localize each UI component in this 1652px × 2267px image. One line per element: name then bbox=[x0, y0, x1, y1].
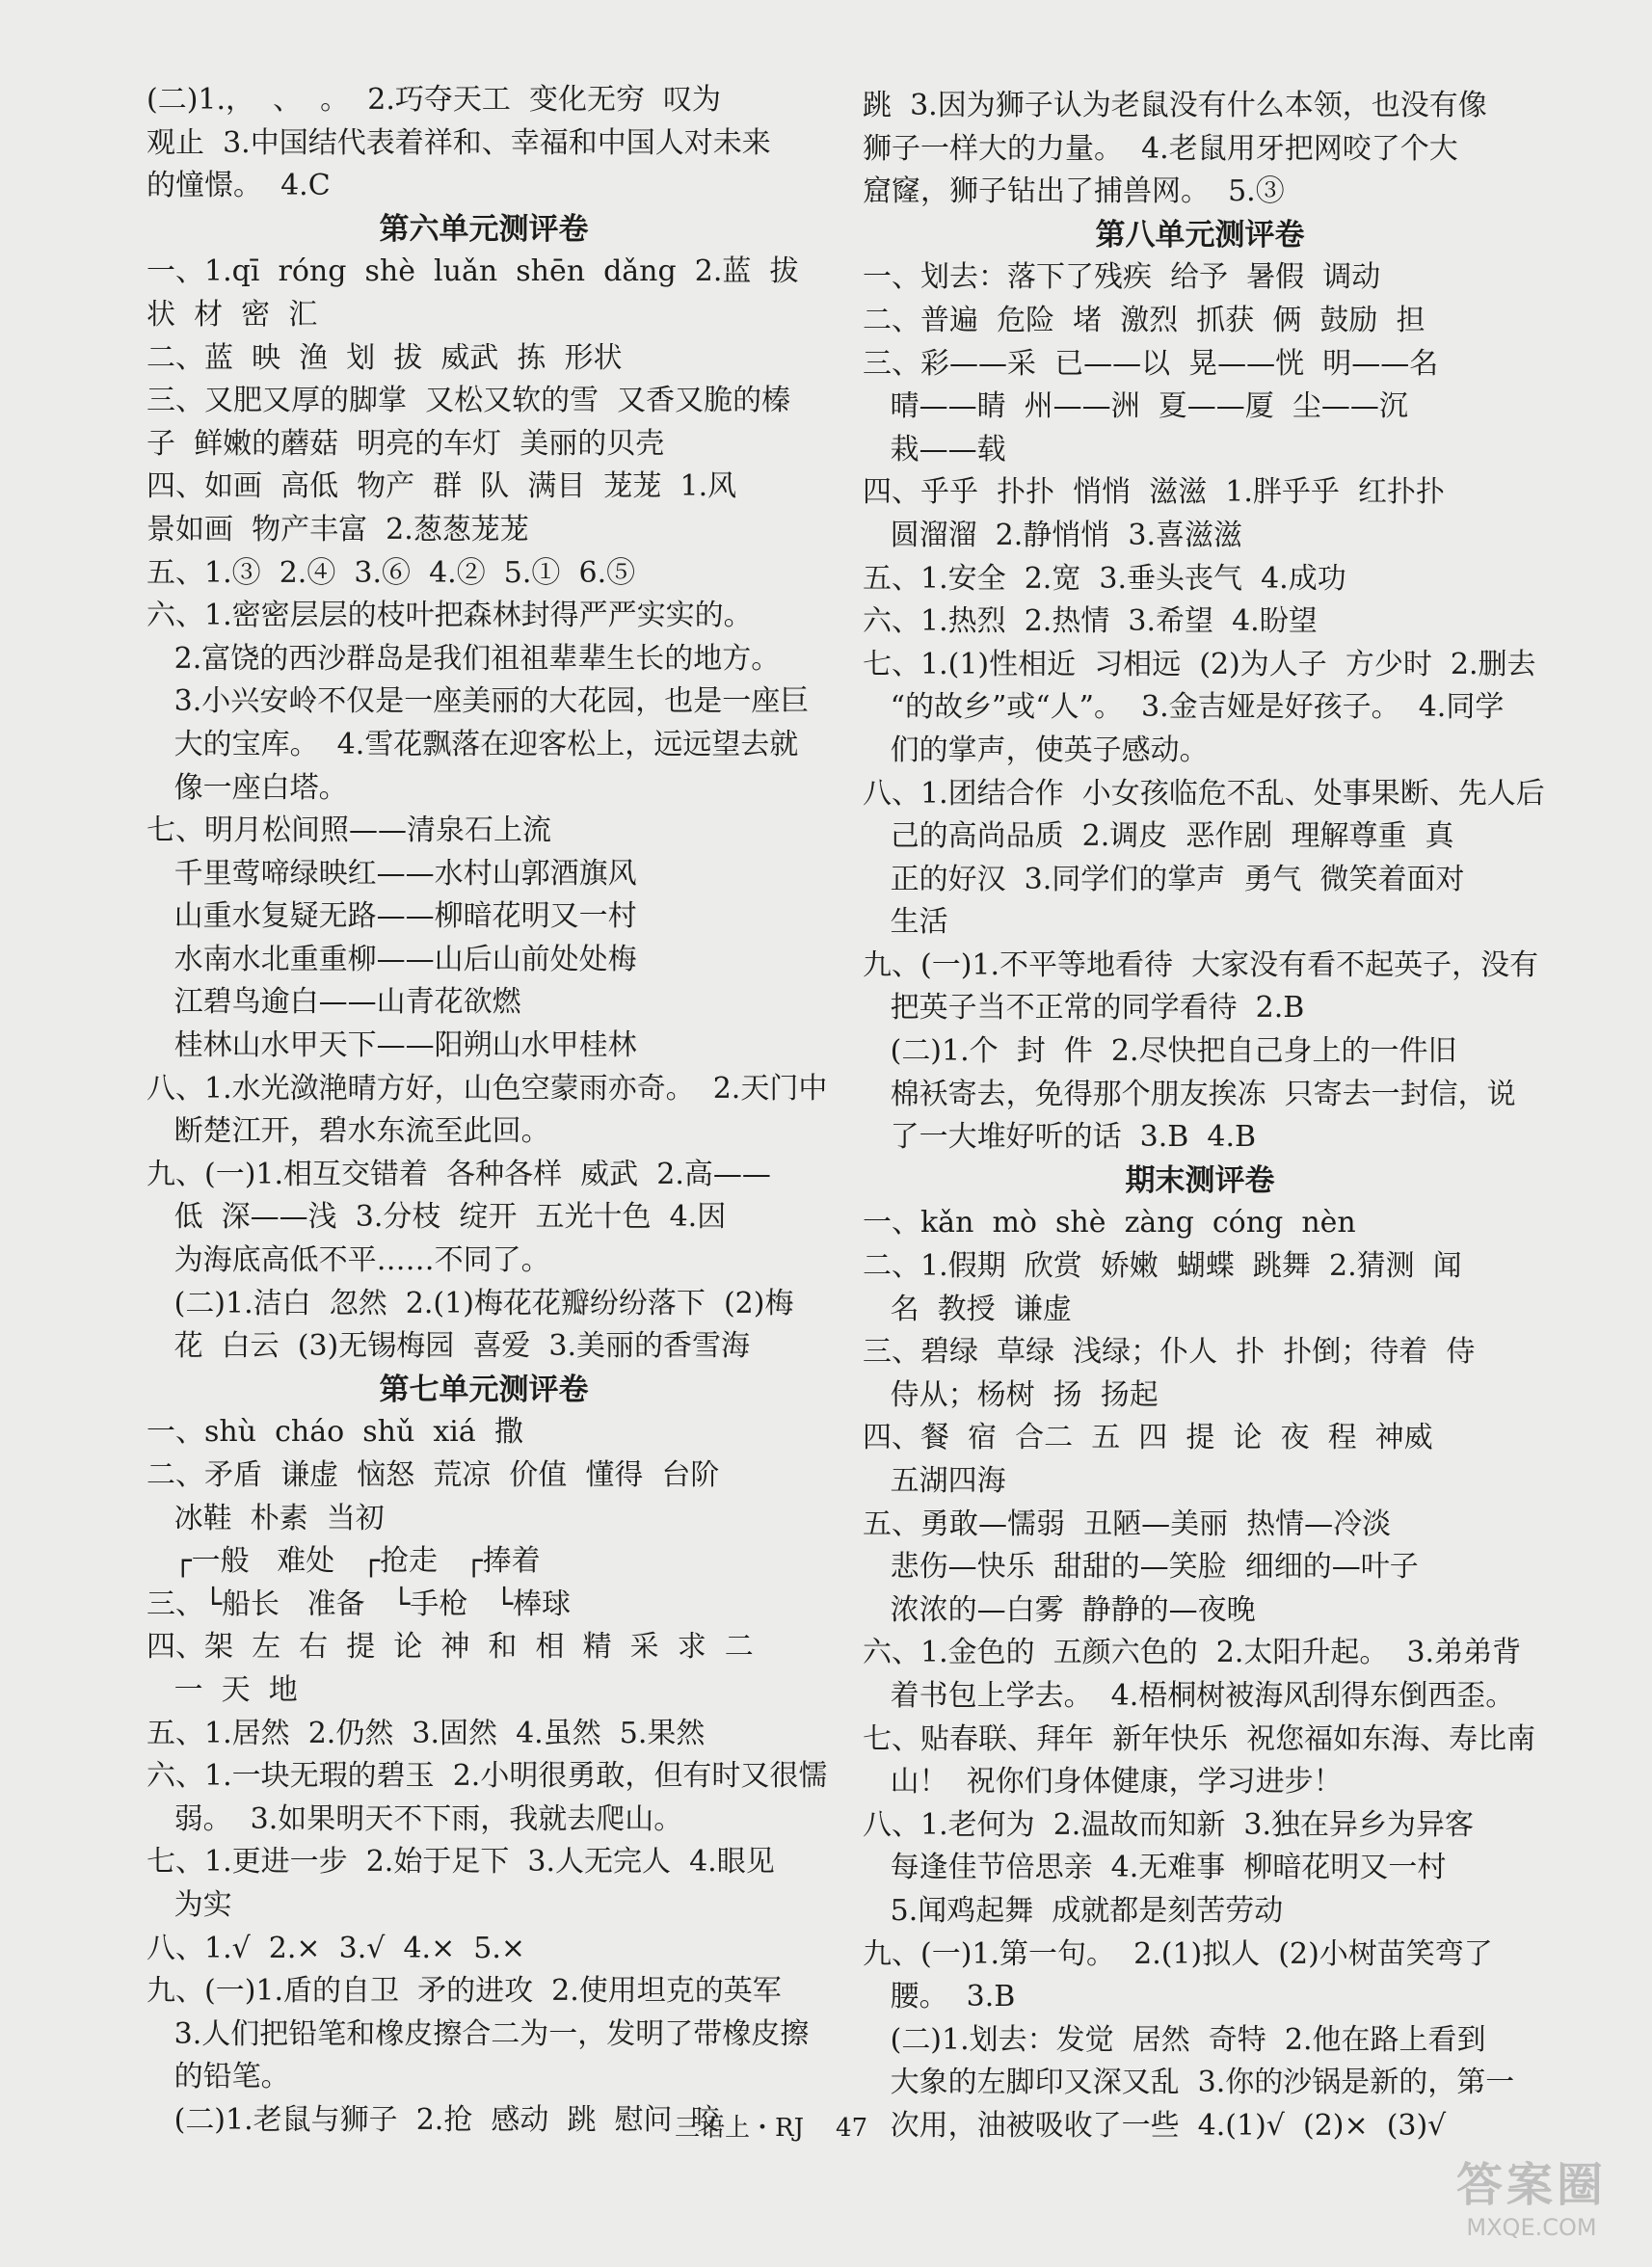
answer-line: 水南水北重重柳——山后山前处处梅 bbox=[147, 942, 637, 976]
answer-line: 把英子当不正常的同学看待 2.B bbox=[863, 991, 1305, 1026]
answer-line: 着书包上学去。 4.梧桐树被海风刮得东倒西歪。 bbox=[863, 1678, 1515, 1713]
answer-line: 花 白云 (3)无锡梅园 喜爱 3.美丽的香雪海 bbox=[147, 1329, 751, 1364]
answer-line: 九、(一)1.相互交错着 各种各样 威武 2.高—— bbox=[147, 1157, 771, 1191]
answer-line: 五湖四海 bbox=[863, 1464, 1006, 1498]
answer-line: 二、矛盾 谦虚 恼怒 荒凉 价值 懂得 台阶 bbox=[147, 1458, 720, 1492]
answer-line: 五、勇敢—懦弱 丑陋—美丽 热情—冷淡 bbox=[863, 1507, 1392, 1541]
answer-line: 二、蓝 映 渔 划 拔 威武 拣 形状 bbox=[147, 340, 623, 375]
watermark-text: 答案圈 bbox=[1455, 2158, 1607, 2212]
answer-line: 九、(一)1.第一句。 2.(1)拟人 (2)小树苗笑弯了 bbox=[863, 1936, 1493, 1971]
answer-line: 一、shù cháo shǔ xiá 撒 bbox=[147, 1415, 523, 1450]
answer-line: 一 天 地 bbox=[147, 1672, 298, 1707]
answer-line: 三、碧绿 草绿 浅绿；仆人 扑 扑倒；待着 侍 bbox=[863, 1335, 1476, 1370]
answer-line: 晴——睛 州——洲 夏——厦 尘——沉 bbox=[863, 389, 1408, 424]
answer-line: 像一座白塔。 bbox=[147, 770, 348, 805]
answer-line: (二)1.个 封 件 2.尽快把自己身上的一件旧 bbox=[863, 1034, 1457, 1069]
answer-line: (二)1.， 、 。 2.巧夺天工 变化无穷 叹为 bbox=[147, 83, 722, 117]
right-column bbox=[863, 85, 1545, 2148]
answer-line: 八、1.老何为 2.温故而知新 3.独在异乡为异客 bbox=[863, 1807, 1475, 1842]
answer-line: 一、划去：落下了残疾 给予 暑假 调动 bbox=[863, 260, 1381, 295]
answer-line: 棉袄寄去，免得那个朋友挨冻 只寄去一封信，说 bbox=[863, 1077, 1516, 1111]
answer-line: 低 深——浅 3.分枝 绽开 五光十色 4.因 bbox=[147, 1200, 727, 1235]
answer-line: 狮子一样大的力量。 4.老鼠用牙把网咬了个大 bbox=[863, 131, 1458, 166]
answer-line: 三、又肥又厚的脚掌 又松又软的雪 又香又脆的榛 bbox=[147, 384, 791, 418]
answer-line: 名 教授 谦虚 bbox=[863, 1292, 1072, 1326]
answer-line: 为海底高低不平……不同了。 bbox=[147, 1243, 550, 1278]
answer-line: 二、1.假期 欣赏 娇嫩 蝴蝶 跳舞 2.猜测 闻 bbox=[863, 1249, 1462, 1284]
answer-line: 三、彩——采 已——以 晃——恍 明——名 bbox=[863, 346, 1439, 381]
section-title: 第六单元测评卷 bbox=[379, 211, 589, 247]
answer-line: (二)1.划去：发觉 居然 奇特 2.他在路上看到 bbox=[863, 2022, 1486, 2057]
answer-line: (二)1.老鼠与狮子 2.抢 感动 跳 慰问 咬 bbox=[147, 2102, 720, 2137]
answer-line: 2.富饶的西沙群岛是我们祖祖辈辈生长的地方。 bbox=[147, 641, 781, 676]
answer-line: 弱。 3.如果明天不下雨，我就去爬山。 bbox=[147, 1801, 683, 1836]
answer-line: 正的好汉 3.同学们的掌声 勇气 微笑着面对 bbox=[863, 862, 1465, 896]
answer-line: 的憧憬。 4.C bbox=[147, 169, 331, 203]
answer-line: 侍从；杨树 扬 扬起 bbox=[863, 1377, 1159, 1412]
answer-line: 的铅笔。 bbox=[147, 2060, 290, 2094]
answer-line: 六、1.密密层层的枝叶把森林封得严严实实的。 bbox=[147, 599, 753, 633]
answer-line: 景如画 物产丰富 2.葱葱茏茏 bbox=[147, 512, 529, 547]
answer-line: 七、1.更进一步 2.始于足下 3.人无完人 4.眼见 bbox=[147, 1845, 775, 1880]
answer-line: 四、乎乎 扑扑 悄悄 滋滋 1.胖乎乎 红扑扑 bbox=[863, 475, 1445, 510]
answer-line: 六、1.热烈 2.热情 3.希望 4.盼望 bbox=[863, 604, 1318, 639]
answer-line: 子 鲜嫩的蘑菇 明亮的车灯 美丽的贝壳 bbox=[147, 426, 665, 461]
answer-line: 悲伤—快乐 甜甜的—笑脸 细细的—叶子 bbox=[863, 1550, 1419, 1585]
left-column bbox=[147, 79, 828, 2143]
answer-line: 七、明月松间照——清泉石上流 bbox=[147, 813, 551, 848]
answer-line: 一、kǎn mò shè zàng cóng nèn bbox=[863, 1206, 1356, 1240]
answer-line: 九、(一)1.不平等地看待 大家没有看不起英子，没有 bbox=[863, 947, 1539, 982]
answer-line: ┌一般 难处 ┌抢走 ┌捧着 bbox=[147, 1544, 541, 1579]
answer-line: 腰。 3.B bbox=[863, 1980, 1016, 2014]
answer-line: 八、1.√ 2.× 3.√ 4.× 5.× bbox=[147, 1931, 526, 1965]
answer-line: 山重水复疑无路——柳暗花明又一村 bbox=[147, 899, 637, 934]
answer-line: 浓浓的—白雾 静静的—夜晚 bbox=[863, 1592, 1256, 1627]
answer-line: 己的高尚品质 2.调皮 恶作剧 理解尊重 真 bbox=[863, 819, 1454, 854]
answer-line: 五、1.③ 2.④ 3.⑥ 4.② 5.① 6.⑤ bbox=[147, 555, 636, 590]
answer-line: 五、1.安全 2.宽 3.垂头丧气 4.成功 bbox=[863, 561, 1346, 596]
answer-line: 观止 3.中国结代表着祥和、幸福和中国人对未来 bbox=[147, 125, 771, 160]
answer-line: 圆溜溜 2.静悄悄 3.喜滋滋 bbox=[863, 518, 1242, 552]
answer-line: 了一大堆好听的话 3.B 4.B bbox=[863, 1120, 1257, 1155]
answer-line: 大象的左脚印又深又乱 3.你的沙锅是新的，第一 bbox=[863, 2066, 1515, 2100]
watermark-url: MXQE.COM bbox=[1466, 2214, 1597, 2241]
answer-line: 八、1.团结合作 小女孩临危不乱、处事果断、先人后 bbox=[863, 776, 1545, 811]
answer-line: 四、如画 高低 物产 群 队 满目 茏茏 1.风 bbox=[147, 469, 737, 504]
answer-line: 四、餐 宿 合二 五 四 提 论 夜 程 神威 bbox=[863, 1421, 1433, 1455]
answer-line: 山！ 祝你们身体健康，学习进步！ bbox=[863, 1765, 1343, 1800]
answer-line: 状 材 密 汇 bbox=[147, 297, 318, 332]
answer-line: “的故乡”或“人”。 3.金吉娅是好孩子。 4.同学 bbox=[863, 690, 1505, 725]
answer-line: 断楚江开，碧水东流至此回。 bbox=[147, 1114, 550, 1149]
answer-line: 冰鞋 朴素 当初 bbox=[147, 1501, 385, 1535]
section-title: 期末测评卷 bbox=[1125, 1162, 1275, 1198]
answer-line: 3.人们把铅笔和橡皮擦合二为一，发明了带橡皮擦 bbox=[147, 2016, 810, 2051]
answer-line: 每逢佳节倍思亲 4.无难事 柳暗花明又一村 bbox=[863, 1851, 1447, 1885]
answer-line: 一、1.qī róng shè luǎn shēn dǎng 2.蓝 拔 bbox=[147, 254, 799, 289]
answer-line: 九、(一)1.盾的自卫 矛的进攻 2.使用坦克的英军 bbox=[147, 1974, 782, 2009]
answer-line: 3.小兴安岭不仅是一座美丽的大花园，也是一座巨 bbox=[147, 684, 810, 719]
answer-line: 七、1.(1)性相近 习相远 (2)为人子 方少时 2.删去 bbox=[863, 647, 1536, 681]
answer-line: 三、└船长 准备 └手枪 └棒球 bbox=[147, 1587, 572, 1621]
section-title: 第七单元测评卷 bbox=[379, 1372, 589, 1407]
page-footer: 三语上・RJ 47 bbox=[675, 2114, 868, 2143]
answer-line: 七、贴春联、拜年 新年快乐 祝您福如东海、寿比南 bbox=[863, 1721, 1536, 1756]
answer-line: 次用，油被吸收了一些 4.(1)√ (2)× (3)√ bbox=[863, 2108, 1447, 2143]
answer-line: 栽——载 bbox=[863, 432, 1006, 467]
section-title: 第八单元测评卷 bbox=[1095, 217, 1305, 253]
answer-line: 窟窿，狮子钻出了捕兽网。 5.③ bbox=[863, 174, 1285, 209]
answer-line: 江碧鸟逾白——山青花欲燃 bbox=[147, 985, 521, 1020]
answer-line: 生活 bbox=[863, 905, 948, 940]
answer-line: 六、1.一块无瑕的碧玉 2.小明很勇敢，但有时又很懦 bbox=[147, 1759, 828, 1794]
answer-line: 桂林山水甲天下——阳朔山水甲桂林 bbox=[147, 1028, 637, 1063]
answer-line: 大的宝库。 4.雪花飘落在迎客松上，远远望去就 bbox=[147, 727, 799, 761]
answer-line: 八、1.水光潋滟晴方好，山色空蒙雨亦奇。 2.天门中 bbox=[147, 1071, 828, 1106]
answer-line: 千里莺啼绿映红——水村山郭酒旗风 bbox=[147, 856, 637, 891]
answer-line: (二)1.洁白 忽然 2.(1)梅花花瓣纷纷落下 (2)梅 bbox=[147, 1286, 794, 1320]
answer-line: 们的掌声，使英子感动。 bbox=[863, 733, 1209, 767]
answer-line: 二、普遍 危险 堵 激烈 抓获 俩 鼓励 担 bbox=[863, 303, 1426, 337]
answer-line: 5.闻鸡起舞 成就都是刻苦劳动 bbox=[863, 1893, 1284, 1928]
answer-line: 五、1.居然 2.仍然 3.固然 4.虽然 5.果然 bbox=[147, 1716, 706, 1750]
answer-line: 四、架 左 右 提 论 神 和 相 精 采 求 二 bbox=[147, 1630, 754, 1665]
answer-line: 六、1.金色的 五颜六色的 2.太阳升起。 3.弟弟背 bbox=[863, 1636, 1522, 1670]
answer-line: 为实 bbox=[147, 1887, 232, 1922]
answer-line: 跳 3.因为狮子认为老鼠没有什么本领，也没有像 bbox=[863, 89, 1487, 122]
watermark-logo bbox=[1430, 2157, 1633, 2250]
